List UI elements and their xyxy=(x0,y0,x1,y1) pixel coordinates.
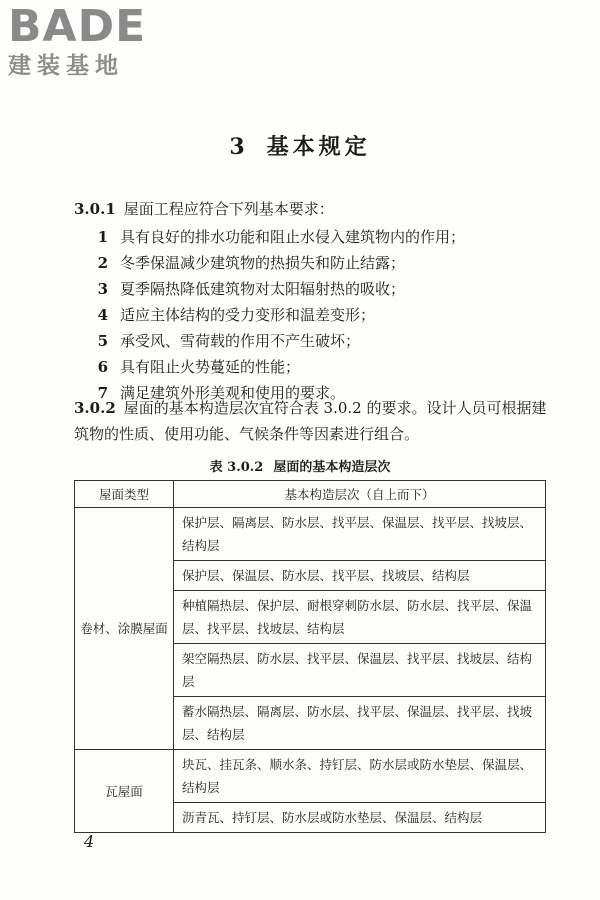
item-number: 2 xyxy=(97,254,108,272)
chapter-heading xyxy=(0,130,600,161)
list-item xyxy=(74,276,554,302)
item-text: 承受风、雪荷载的作用不产生破坏； xyxy=(120,332,361,350)
layer-cell: 保护层、保温层、防水层、找平层、找坡层、结构层 xyxy=(174,561,546,591)
item-text: 具有良好的排水功能和阻止水侵入建筑物内的作用； xyxy=(120,228,466,246)
list-item xyxy=(74,328,554,354)
item-text: 满足建筑外形美观和使用的要求。 xyxy=(120,384,346,402)
roof-layers-table xyxy=(74,480,546,833)
clause-3-0-1 xyxy=(74,199,554,219)
clause-3-0-2 xyxy=(74,395,554,447)
table-row xyxy=(75,508,546,561)
requirement-list xyxy=(74,224,554,406)
clause-number: 3.0.2 xyxy=(74,399,116,417)
logo-subtitle: 建装基地 xyxy=(8,53,124,79)
list-item xyxy=(74,250,554,276)
item-number: 5 xyxy=(97,332,108,350)
list-item xyxy=(74,354,554,380)
logo-brand: BADE xyxy=(8,1,147,52)
table-number: 表 3.0.2 xyxy=(209,460,264,475)
layer-cell: 蓄水隔热层、隔离层、防水层、找平层、保温层、找平层、找坡层、结构层 xyxy=(174,697,546,750)
table-header-row xyxy=(75,481,546,508)
table-title: 屋面的基本构造层次 xyxy=(273,460,391,475)
item-text: 夏季隔热降低建筑物对太阳辐射热的吸收； xyxy=(120,280,406,298)
clause-number: 3.0.1 xyxy=(74,200,116,218)
roof-type-cell: 卷材、涂膜屋面 xyxy=(75,508,174,750)
layer-cell: 架空隔热层、防水层、找平层、保温层、找平层、找坡层、结构层 xyxy=(174,644,546,697)
item-text: 适应主体结构的受力变形和温差变形； xyxy=(120,306,376,324)
header-roof-type: 屋面类型 xyxy=(75,481,174,508)
clause-text: 屋面工程应符合下列基本要求： xyxy=(123,200,334,218)
clause-text: 屋面的基本构造层次宜符合表 3.0.2 的要求。设计人员可根据建筑物的性质、使用功能、气候条件等因素进行组合。 xyxy=(74,399,547,443)
table-caption xyxy=(0,456,600,475)
item-text: 冬季保温减少建筑物的热损失和防止结露； xyxy=(120,254,406,272)
list-item xyxy=(74,302,554,328)
layer-cell: 块瓦、挂瓦条、顺水条、持钉层、防水层或防水垫层、保温层、结构层 xyxy=(174,750,546,803)
item-number: 3 xyxy=(97,280,108,298)
header-layers: 基本构造层次（自上而下） xyxy=(174,481,546,508)
chapter-number: 3 xyxy=(229,134,249,160)
chapter-title: 基本规定 xyxy=(266,134,371,160)
item-number: 1 xyxy=(97,228,108,246)
item-number: 4 xyxy=(97,306,108,324)
item-number: 7 xyxy=(97,384,108,402)
table-row xyxy=(75,750,546,803)
item-text: 具有阻止火势蔓延的性能； xyxy=(120,358,301,376)
list-item xyxy=(74,224,554,250)
item-number: 6 xyxy=(97,358,108,376)
layer-cell: 沥青瓦、持钉层、防水层或防水垫层、保温层、结构层 xyxy=(174,803,546,833)
page-number: 4 xyxy=(84,832,95,851)
layer-cell: 种植隔热层、保护层、耐根穿刺防水层、防水层、找平层、保温层、找平层、找坡层、结构层 xyxy=(174,591,546,644)
bade-logo xyxy=(8,2,178,80)
layer-cell: 保护层、隔离层、防水层、找平层、保温层、找平层、找坡层、结构层 xyxy=(174,508,546,561)
roof-type-cell: 瓦屋面 xyxy=(75,750,174,833)
